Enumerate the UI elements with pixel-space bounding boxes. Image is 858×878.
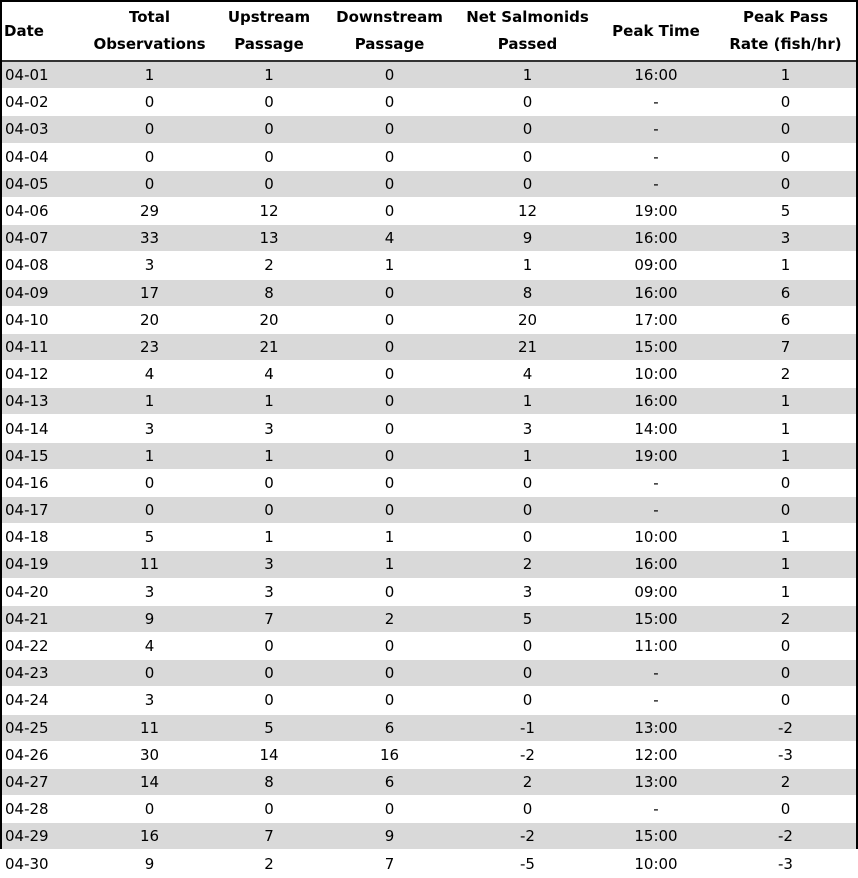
table-row	[2, 823, 856, 850]
cell-peak-time: 16:00	[597, 388, 715, 415]
cell-peak-pass-rate: 0	[715, 143, 856, 170]
cell-date: 04-09	[2, 279, 82, 306]
cell-total-observations: 0	[82, 143, 217, 170]
cell-total-observations: 0	[82, 796, 217, 823]
cell-upstream-passage: 1	[217, 61, 321, 89]
cell-downstream-passage: 0	[321, 170, 458, 197]
cell-net-salmonids-passed: 2	[458, 768, 597, 795]
cell-upstream-passage: 3	[217, 415, 321, 442]
cell-upstream-passage: 20	[217, 306, 321, 333]
cell-peak-pass-rate: 2	[715, 605, 856, 632]
cell-net-salmonids-passed: 0	[458, 497, 597, 524]
cell-peak-pass-rate: 0	[715, 116, 856, 143]
cell-date: 04-10	[2, 306, 82, 333]
table-row	[2, 497, 856, 524]
cell-total-observations: 1	[82, 388, 217, 415]
cell-peak-pass-rate: -3	[715, 850, 856, 877]
cell-total-observations: 0	[82, 660, 217, 687]
cell-date: 04-29	[2, 823, 82, 850]
table-row	[2, 442, 856, 469]
cell-net-salmonids-passed: 8	[458, 279, 597, 306]
cell-upstream-passage: 1	[217, 524, 321, 551]
cell-peak-time: -	[597, 687, 715, 714]
cell-downstream-passage: 0	[321, 632, 458, 659]
cell-peak-time: -	[597, 116, 715, 143]
cell-peak-pass-rate: 5	[715, 197, 856, 224]
table-row	[2, 578, 856, 605]
cell-peak-time: -	[597, 660, 715, 687]
cell-peak-time: 19:00	[597, 197, 715, 224]
cell-downstream-passage: 0	[321, 687, 458, 714]
column-header-date	[2, 2, 82, 61]
cell-total-observations: 0	[82, 469, 217, 496]
cell-peak-time: 16:00	[597, 225, 715, 252]
cell-peak-time: 13:00	[597, 714, 715, 741]
table-row	[2, 632, 856, 659]
cell-peak-pass-rate: 0	[715, 89, 856, 116]
table-body	[2, 61, 856, 877]
cell-peak-time: 15:00	[597, 823, 715, 850]
cell-downstream-passage: 0	[321, 197, 458, 224]
cell-peak-pass-rate: 2	[715, 768, 856, 795]
cell-peak-pass-rate: 6	[715, 306, 856, 333]
cell-date: 04-18	[2, 524, 82, 551]
table-row	[2, 605, 856, 632]
cell-total-observations: 29	[82, 197, 217, 224]
table-row	[2, 850, 856, 877]
cell-peak-time: 12:00	[597, 741, 715, 768]
cell-date: 04-19	[2, 551, 82, 578]
cell-net-salmonids-passed: 0	[458, 89, 597, 116]
table-row	[2, 768, 856, 795]
cell-total-observations: 3	[82, 578, 217, 605]
cell-downstream-passage: 9	[321, 823, 458, 850]
cell-downstream-passage: 0	[321, 333, 458, 360]
cell-total-observations: 11	[82, 714, 217, 741]
table-row	[2, 741, 856, 768]
cell-downstream-passage: 0	[321, 116, 458, 143]
cell-downstream-passage: 7	[321, 850, 458, 877]
cell-peak-time: -	[597, 89, 715, 116]
cell-net-salmonids-passed: 3	[458, 415, 597, 442]
cell-net-salmonids-passed: 1	[458, 442, 597, 469]
cell-downstream-passage: 2	[321, 605, 458, 632]
column-header-line: Net Salmonids	[466, 8, 589, 26]
cell-upstream-passage: 8	[217, 279, 321, 306]
cell-downstream-passage: 16	[321, 741, 458, 768]
cell-peak-pass-rate: 1	[715, 442, 856, 469]
cell-net-salmonids-passed: 20	[458, 306, 597, 333]
cell-total-observations: 5	[82, 524, 217, 551]
cell-peak-pass-rate: 0	[715, 632, 856, 659]
cell-date: 04-02	[2, 89, 82, 116]
column-header-peak-time	[597, 2, 715, 61]
header-row	[2, 2, 856, 61]
cell-net-salmonids-passed: -2	[458, 741, 597, 768]
cell-net-salmonids-passed: 9	[458, 225, 597, 252]
column-header-line: Peak Pass	[742, 8, 829, 26]
table-row	[2, 197, 856, 224]
cell-peak-pass-rate: 0	[715, 497, 856, 524]
cell-date: 04-16	[2, 469, 82, 496]
cell-upstream-passage: 1	[217, 442, 321, 469]
cell-net-salmonids-passed: 0	[458, 170, 597, 197]
cell-net-salmonids-passed: 4	[458, 361, 597, 388]
cell-downstream-passage: 1	[321, 252, 458, 279]
cell-net-salmonids-passed: 0	[458, 116, 597, 143]
cell-upstream-passage: 0	[217, 660, 321, 687]
cell-total-observations: 0	[82, 497, 217, 524]
cell-net-salmonids-passed: 2	[458, 551, 597, 578]
cell-downstream-passage: 4	[321, 225, 458, 252]
cell-date: 04-08	[2, 252, 82, 279]
cell-total-observations: 17	[82, 279, 217, 306]
cell-upstream-passage: 14	[217, 741, 321, 768]
cell-peak-pass-rate: 0	[715, 170, 856, 197]
table-row	[2, 61, 856, 89]
cell-net-salmonids-passed: 1	[458, 388, 597, 415]
cell-net-salmonids-passed: 0	[458, 687, 597, 714]
cell-upstream-passage: 0	[217, 143, 321, 170]
table-row	[2, 333, 856, 360]
table-row	[2, 415, 856, 442]
cell-peak-time: 10:00	[597, 524, 715, 551]
column-header-line: Passage	[354, 35, 425, 53]
cell-total-observations: 3	[82, 415, 217, 442]
cell-net-salmonids-passed: 0	[458, 143, 597, 170]
cell-upstream-passage: 4	[217, 361, 321, 388]
table-row	[2, 660, 856, 687]
cell-upstream-passage: 8	[217, 768, 321, 795]
cell-peak-pass-rate: 1	[715, 388, 856, 415]
cell-upstream-passage: 13	[217, 225, 321, 252]
cell-downstream-passage: 0	[321, 497, 458, 524]
cell-peak-time: 10:00	[597, 850, 715, 877]
cell-peak-time: -	[597, 497, 715, 524]
cell-upstream-passage: 0	[217, 89, 321, 116]
column-header-upstream-passage	[217, 2, 321, 61]
table-row	[2, 225, 856, 252]
cell-date: 04-13	[2, 388, 82, 415]
cell-total-observations: 9	[82, 850, 217, 877]
cell-upstream-passage: 0	[217, 497, 321, 524]
cell-total-observations: 4	[82, 361, 217, 388]
cell-downstream-passage: 0	[321, 388, 458, 415]
cell-peak-time: 16:00	[597, 279, 715, 306]
cell-peak-pass-rate: 1	[715, 524, 856, 551]
column-header-net-salmonids-passed	[458, 2, 597, 61]
cell-upstream-passage: 2	[217, 850, 321, 877]
cell-upstream-passage: 21	[217, 333, 321, 360]
cell-peak-time: 19:00	[597, 442, 715, 469]
cell-total-observations: 0	[82, 170, 217, 197]
cell-net-salmonids-passed: 5	[458, 605, 597, 632]
table-row	[2, 143, 856, 170]
table-row	[2, 116, 856, 143]
cell-downstream-passage: 0	[321, 660, 458, 687]
cell-peak-pass-rate: 1	[715, 551, 856, 578]
cell-net-salmonids-passed: -5	[458, 850, 597, 877]
cell-downstream-passage: 0	[321, 61, 458, 89]
cell-downstream-passage: 0	[321, 415, 458, 442]
cell-upstream-passage: 0	[217, 632, 321, 659]
cell-peak-pass-rate: 1	[715, 415, 856, 442]
cell-net-salmonids-passed: -1	[458, 714, 597, 741]
cell-total-observations: 0	[82, 89, 217, 116]
table-row	[2, 279, 856, 306]
cell-total-observations: 1	[82, 61, 217, 89]
cell-date: 04-01	[2, 61, 82, 89]
column-header-line: Peak Time	[612, 21, 700, 40]
column-header-line: Passed	[497, 35, 558, 53]
cell-upstream-passage: 0	[217, 469, 321, 496]
cell-date: 04-26	[2, 741, 82, 768]
cell-total-observations: 23	[82, 333, 217, 360]
cell-downstream-passage: 6	[321, 768, 458, 795]
cell-peak-time: 11:00	[597, 632, 715, 659]
cell-peak-pass-rate: -3	[715, 741, 856, 768]
cell-total-observations: 20	[82, 306, 217, 333]
cell-date: 04-21	[2, 605, 82, 632]
cell-net-salmonids-passed: 21	[458, 333, 597, 360]
cell-total-observations: 3	[82, 252, 217, 279]
column-header-line: Downstream	[336, 8, 443, 26]
cell-date: 04-14	[2, 415, 82, 442]
cell-peak-pass-rate: 2	[715, 361, 856, 388]
cell-peak-pass-rate: 0	[715, 660, 856, 687]
cell-upstream-passage: 12	[217, 197, 321, 224]
cell-net-salmonids-passed: 0	[458, 796, 597, 823]
cell-peak-pass-rate: 1	[715, 61, 856, 89]
column-header-line: Observations	[93, 35, 206, 53]
cell-date: 04-04	[2, 143, 82, 170]
cell-upstream-passage: 0	[217, 687, 321, 714]
cell-downstream-passage: 0	[321, 361, 458, 388]
table-row	[2, 388, 856, 415]
column-header-line: Total	[129, 8, 170, 26]
cell-total-observations: 33	[82, 225, 217, 252]
cell-date: 04-05	[2, 170, 82, 197]
cell-downstream-passage: 0	[321, 143, 458, 170]
column-header-total-observations	[82, 2, 217, 61]
cell-total-observations: 0	[82, 116, 217, 143]
table-row	[2, 687, 856, 714]
cell-net-salmonids-passed: 1	[458, 252, 597, 279]
cell-total-observations: 3	[82, 687, 217, 714]
cell-upstream-passage: 2	[217, 252, 321, 279]
cell-date: 04-30	[2, 850, 82, 877]
cell-upstream-passage: 0	[217, 170, 321, 197]
cell-peak-time: 16:00	[597, 61, 715, 89]
cell-net-salmonids-passed: 0	[458, 632, 597, 659]
cell-date: 04-22	[2, 632, 82, 659]
table-row	[2, 306, 856, 333]
cell-downstream-passage: 0	[321, 442, 458, 469]
cell-upstream-passage: 3	[217, 551, 321, 578]
column-header-line: Passage	[234, 35, 304, 53]
column-header-line: Rate (fish/hr)	[729, 35, 842, 53]
cell-peak-time: 14:00	[597, 415, 715, 442]
cell-downstream-passage: 0	[321, 796, 458, 823]
cell-total-observations: 11	[82, 551, 217, 578]
table-row	[2, 796, 856, 823]
cell-peak-time: 13:00	[597, 768, 715, 795]
cell-upstream-passage: 3	[217, 578, 321, 605]
table-row	[2, 361, 856, 388]
cell-peak-pass-rate: -2	[715, 823, 856, 850]
cell-peak-time: 15:00	[597, 333, 715, 360]
table-row	[2, 89, 856, 116]
cell-peak-time: -	[597, 469, 715, 496]
cell-total-observations: 30	[82, 741, 217, 768]
cell-net-salmonids-passed: 12	[458, 197, 597, 224]
cell-upstream-passage: 0	[217, 116, 321, 143]
cell-peak-pass-rate: 6	[715, 279, 856, 306]
cell-upstream-passage: 7	[217, 605, 321, 632]
cell-peak-time: 15:00	[597, 605, 715, 632]
cell-peak-time: 10:00	[597, 361, 715, 388]
cell-total-observations: 9	[82, 605, 217, 632]
cell-date: 04-15	[2, 442, 82, 469]
cell-peak-pass-rate: 1	[715, 578, 856, 605]
cell-peak-pass-rate: 1	[715, 252, 856, 279]
cell-peak-time: 17:00	[597, 306, 715, 333]
cell-date: 04-03	[2, 116, 82, 143]
cell-peak-pass-rate: -2	[715, 714, 856, 741]
cell-downstream-passage: 0	[321, 578, 458, 605]
cell-peak-time: -	[597, 796, 715, 823]
cell-peak-time: -	[597, 170, 715, 197]
cell-downstream-passage: 0	[321, 279, 458, 306]
cell-date: 04-24	[2, 687, 82, 714]
cell-upstream-passage: 5	[217, 714, 321, 741]
cell-peak-pass-rate: 0	[715, 469, 856, 496]
cell-peak-time: -	[597, 143, 715, 170]
cell-peak-pass-rate: 7	[715, 333, 856, 360]
cell-downstream-passage: 6	[321, 714, 458, 741]
column-header-line: Date	[4, 21, 44, 40]
cell-net-salmonids-passed: 1	[458, 61, 597, 89]
table-row	[2, 551, 856, 578]
cell-net-salmonids-passed: 0	[458, 660, 597, 687]
cell-upstream-passage: 7	[217, 823, 321, 850]
cell-total-observations: 4	[82, 632, 217, 659]
cell-date: 04-23	[2, 660, 82, 687]
cell-date: 04-20	[2, 578, 82, 605]
cell-date: 04-06	[2, 197, 82, 224]
table-header	[2, 2, 856, 61]
cell-upstream-passage: 0	[217, 796, 321, 823]
table-row	[2, 469, 856, 496]
cell-downstream-passage: 0	[321, 89, 458, 116]
cell-downstream-passage: 1	[321, 551, 458, 578]
column-header-line: Upstream	[227, 8, 311, 26]
cell-date: 04-27	[2, 768, 82, 795]
cell-total-observations: 14	[82, 768, 217, 795]
cell-downstream-passage: 1	[321, 524, 458, 551]
table-row	[2, 170, 856, 197]
cell-downstream-passage: 0	[321, 306, 458, 333]
cell-peak-pass-rate: 0	[715, 796, 856, 823]
cell-date: 04-17	[2, 497, 82, 524]
table-row	[2, 714, 856, 741]
cell-peak-pass-rate: 0	[715, 687, 856, 714]
cell-total-observations: 16	[82, 823, 217, 850]
table-row	[2, 524, 856, 551]
cell-total-observations: 1	[82, 442, 217, 469]
cell-date: 04-12	[2, 361, 82, 388]
cell-net-salmonids-passed: 0	[458, 524, 597, 551]
salmonid-passage-table	[2, 2, 856, 878]
cell-peak-time: 09:00	[597, 578, 715, 605]
cell-date: 04-11	[2, 333, 82, 360]
cell-peak-time: 09:00	[597, 252, 715, 279]
table-row	[2, 252, 856, 279]
cell-net-salmonids-passed: 0	[458, 469, 597, 496]
cell-net-salmonids-passed: -2	[458, 823, 597, 850]
column-header-downstream-passage	[321, 2, 458, 61]
cell-date: 04-07	[2, 225, 82, 252]
cell-date: 04-28	[2, 796, 82, 823]
cell-peak-time: 16:00	[597, 551, 715, 578]
column-header-peak-pass-rate	[715, 2, 856, 61]
cell-net-salmonids-passed: 3	[458, 578, 597, 605]
cell-date: 04-25	[2, 714, 82, 741]
cell-peak-pass-rate: 3	[715, 225, 856, 252]
cell-downstream-passage: 0	[321, 469, 458, 496]
cell-upstream-passage: 1	[217, 388, 321, 415]
